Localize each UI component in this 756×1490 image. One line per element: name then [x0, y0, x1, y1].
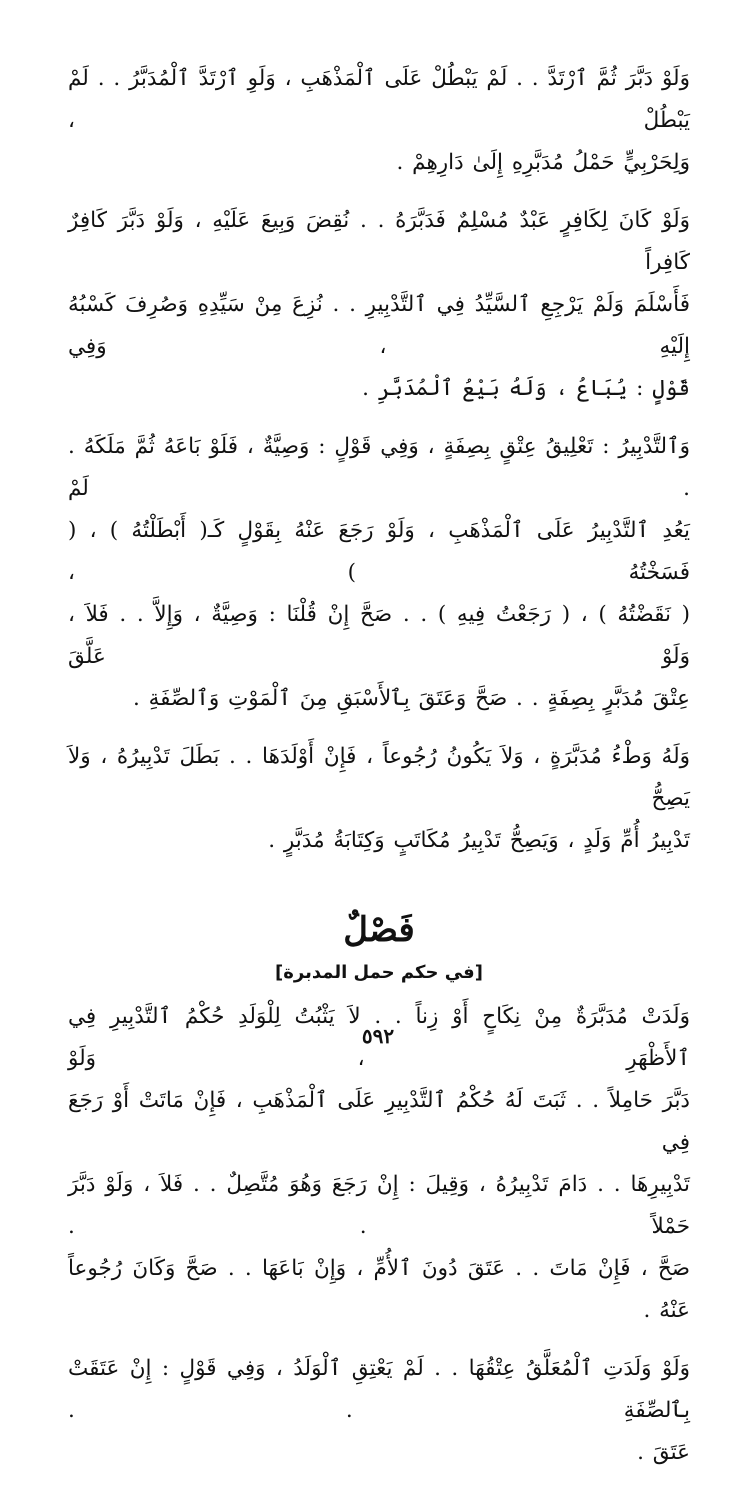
paragraph-2-line-2: فَأَسْلَمَ وَلَمْ يَرْجِعِ ٱلسَّيِّدُ فِي ٱلتَّدْبِيرِ . . نُزِعَ مِنْ سَيِّدِهِ وَصُرِفَ كَسْبُهُ إِلَيْهِ ، وَفِي [68, 292, 690, 359]
paragraph-5-line-2: دَبَّرَ حَامِلاً . . ثَبَتَ لَهُ حُكْمُ ٱلتَّدْبِيرِ عَلَى ٱلْمَذْهَبِ ، فَإِنْ مَاتَتْ أَوْ رَجَعَ فِي [68, 1088, 690, 1155]
section-heading: فَصْلٌ [343, 910, 415, 950]
paragraph-2-line-3: قَوْلٍ : يُبَاعُ ، وَلَهُ بَيْعُ ٱلْمُدَبَّرِ . [362, 376, 690, 401]
bottom-paragraphs [68, 996, 690, 1474]
section-subtitle: [في حكم حمل المدبرة] [275, 962, 483, 983]
top-paragraphs [68, 58, 690, 862]
paragraph-1 [68, 58, 690, 184]
section-heading-block [68, 906, 690, 954]
paragraph-3-line-4: عِتْقَ مُدَبَّرٍ بِصِفَةٍ . . صَحَّ وَعَتَقَ بِٱلأَسْبَقِ مِنَ ٱلْمَوْتِ وَٱلصِّفَةِ . [132, 686, 690, 711]
paragraph-4-line-2: تَدْبِيرُ أُمِّ وَلَدٍ ، وَيَصِحُّ تَدْبِيرُ مُكَاتَبٍ وَكِتَابَةُ مُدَبَّرٍ . [268, 828, 690, 853]
paragraph-5-line-3: تَدْبِيرِهَا . . دَامَ تَدْبِيرُهُ ، وَقِيلَ : إِنْ رَجَعَ وَهُوَ مُتَّصِلٌ . . فَلاَ ، وَلَوْ دَبَّرَ حَمْلاً . . [68, 1172, 690, 1239]
paragraph-3-line-2: يَعُدِ ٱلتَّدْبِيرُ عَلَى ٱلْمَذْهَبِ ، وَلَوْ رَجَعَ عَنْهُ بِقَوْلٍ كَـ( أَبْطَلْتُهُ ) ، ( فَسَخْتُهُ ) ، [68, 518, 690, 585]
paragraph-2 [68, 200, 690, 410]
paragraph-5-line-4: صَحَّ ، فَإِنْ مَاتَ . . عَتَقَ دُونَ ٱلأُمِّ ، وَإِنْ بَاعَهَا . . صَحَّ وَكَانَ رُجُوعاً عَنْهُ . [68, 1256, 690, 1323]
paragraph-3-line-1: وَٱلتَّدْبِيرُ : تَعْلِيقُ عِتْقٍ بِصِفَةٍ ، وَفِي قَوْلٍ : وَصِيَّةٌ ، فَلَوْ بَاعَهُ ثُمَّ مَلَكَهُ . . لَمْ [68, 434, 690, 501]
paragraph-6-line-1: وَلَوْ وَلَدَتِ ٱلْمُعَلَّقُ عِتْقُهَا . . لَمْ يَعْتِقِ ٱلْوَلَدُ ، وَفِي قَوْلٍ : إِنْ عَتَقَتْ بِٱلصِّفَةِ . . [68, 1356, 690, 1423]
paragraph-2-line-1: وَلَوْ كَانَ لِكَافِرٍ عَبْدٌ مُسْلِمٌ فَدَبَّرَهُ . . نُقِضَ وَبِيعَ عَلَيْهِ ، وَلَوْ دَبَّرَ كَافِرٌ كَافِراً [68, 208, 690, 275]
paragraph-6-line-2: عَتَقَ . [637, 1440, 690, 1465]
paragraph-4-line-1: وَلَهُ وَطْءُ مُدَبَّرَةٍ ، وَلاَ يَكُونُ رُجُوعاً ، فَإِنْ أَوْلَدَهَا . . بَطَلَ تَدْبِيرُهُ ، وَلاَ يَصِحُّ [68, 744, 690, 811]
page-body [68, 58, 690, 1490]
paragraph-3 [68, 426, 690, 720]
paragraph-5-line-1: وَلَدَتْ مُدَبَّرَةٌ مِنْ نِكَاحٍ أَوْ زِناً . . لاَ يَثْبُتُ لِلْوَلَدِ حُكْمُ ٱلتَّدْبِيرِ فِي ٱلأَظْهَرِ ، وَلَوْ [68, 1004, 690, 1071]
page-number: ٥٩٢ [361, 1024, 395, 1048]
paragraph-4 [68, 736, 690, 862]
paragraph-3-line-3: ( نَقَضْتُهُ ) ، ( رَجَعْتُ فِيهِ ) . . صَحَّ إِنْ قُلْنَا : وَصِيَّةٌ ، وَإِلاَّ . . فَلاَ ، وَلَوْ عَلَّقَ [68, 602, 690, 669]
paragraph-6 [68, 1348, 690, 1474]
paragraph-1-line-2: وَلِحَرْبِيٍّ حَمْلُ مُدَبَّرِهِ إِلَىٰ دَارِهِمْ . [396, 150, 690, 175]
paragraph-1-line-1: وَلَوْ دَبَّرَ ثُمَّ ٱرْتَدَّ . . لَمْ يَبْطُلْ عَلَى ٱلْمَذْهَبِ ، وَلَوِ ٱرْتَدَّ ٱلْمُدَبَّرُ . . لَمْ يَبْطُلْ ، [68, 66, 690, 133]
